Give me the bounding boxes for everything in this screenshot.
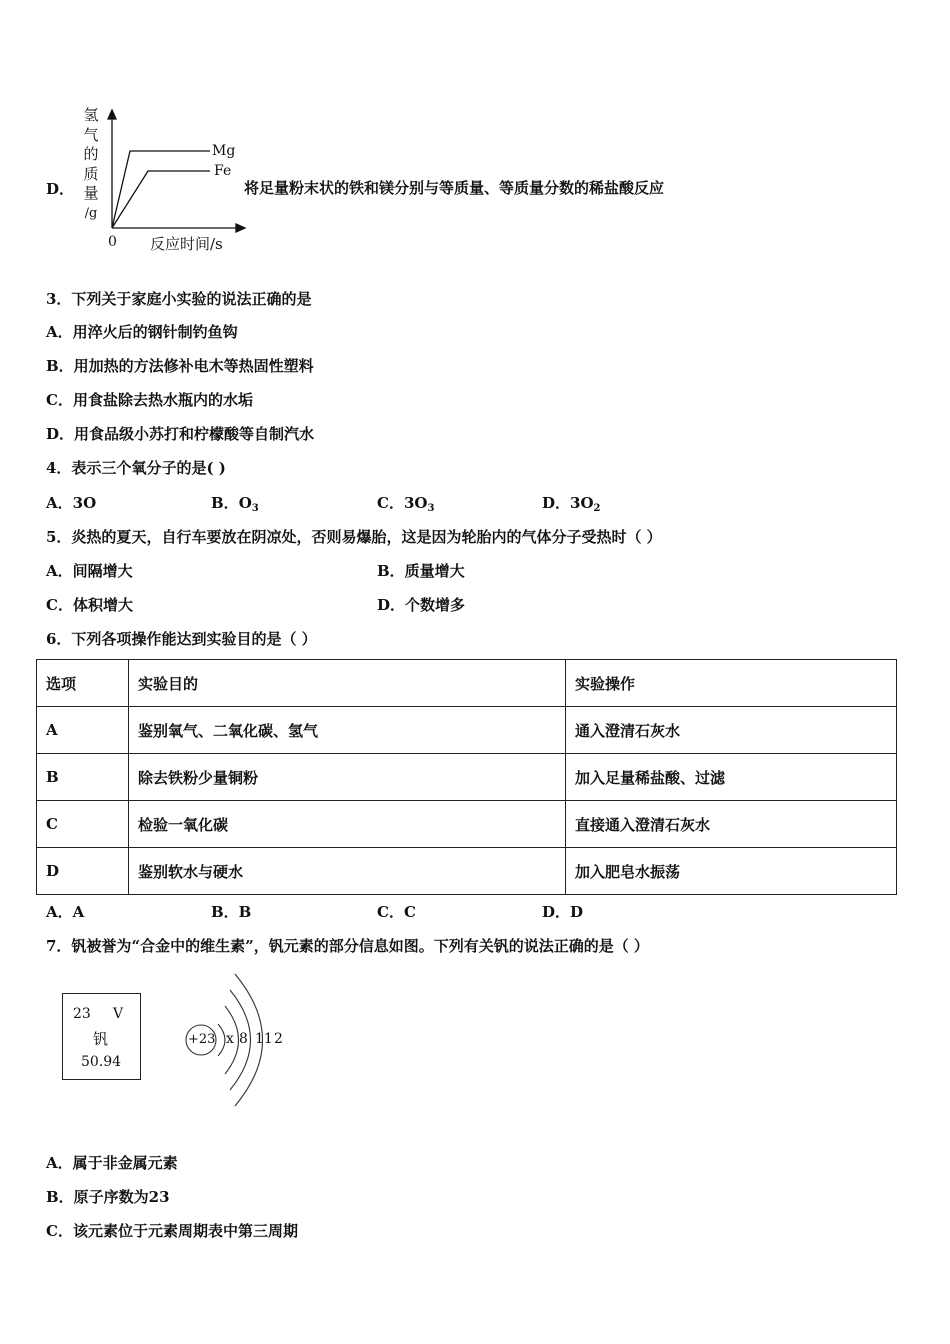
q6-answer-a[interactable]: A．A [46,903,85,921]
q4-stem: 4．表示三个氧分子的是( ) [46,459,226,477]
q3-option-d[interactable]: D．用食品级小苏打和柠檬酸等自制汽水 [46,425,315,443]
formula-subscript: 2 [593,503,601,514]
element-number: 23 [73,1006,91,1022]
table-header-cell: 实验操作 [566,660,897,707]
table-header-cell: 选项 [37,660,129,707]
table-row [37,801,897,848]
y-axis-label [81,106,101,223]
q7-stem: 7．钒被誉为“合金中的维生素”，钒元素的部分信息如图。下列有关钒的说法正确的是（ ） [46,937,649,955]
element-name: 钒 [93,1030,109,1048]
option-label: B． [211,494,239,512]
shell-electrons: 8 [239,1031,248,1047]
formula-subscript: 3 [427,503,435,514]
q6-answer-b[interactable]: B．B [211,903,252,921]
table-cell: 除去铁粉少量铜粉 [129,754,566,801]
q7-option-b[interactable]: B．原子序数为23 [46,1188,170,1206]
q3-option-c[interactable]: C．用食盐除去热水瓶内的水垢 [46,391,253,409]
q4-option-d[interactable] [542,492,601,514]
experiment-table [36,659,897,895]
graph-option-label: D． [46,180,75,198]
table-cell: 检验一氧化碳 [129,801,566,848]
q3-option-b[interactable]: B．用加热的方法修补电木等热固性塑料 [46,357,314,375]
table-cell: A [37,707,129,754]
table-cell: 直接通入澄清石灰水 [566,801,897,848]
q5-option-d[interactable]: D．个数增多 [377,596,466,614]
shell-electrons: 11 [255,1031,273,1047]
table-cell: 鉴别氧气、二氧化碳、氢气 [129,707,566,754]
formula: 3O [72,494,97,512]
y-axis-char: 氢 [83,106,99,124]
graph-option-description: 将足量粉末状的铁和镁分别与等质量、等质量分数的稀盐酸反应 [244,179,665,197]
y-axis-char: 的 [83,145,99,163]
shell-electrons: x [226,1031,234,1047]
table-cell: B [37,754,129,801]
q6-stem: 6．下列各项操作能达到实验目的是（ ） [46,630,317,648]
option-label: C． [377,494,404,512]
nucleus-charge: +23 [188,1032,216,1047]
table-cell: 通入澄清石灰水 [566,707,897,754]
q4-option-a[interactable] [46,492,96,514]
y-axis-char: 质 [83,164,99,183]
mg-curve [112,151,210,228]
q5-option-c[interactable]: C．体积增大 [46,596,133,614]
table-header-row [37,660,897,707]
q3-stem: 3．下列关于家庭小实验的说法正确的是 [46,290,312,308]
y-axis-char: 量 [83,184,99,202]
element-mass: 50.94 [81,1054,122,1070]
formula-subscript: 3 [251,503,259,514]
series-label-mg: Mg [212,143,236,159]
q3-option-a[interactable]: A．用淬火后的钢针制钓鱼钩 [46,323,238,341]
q7-option-c[interactable]: C．该元素位于元素周期表中第三周期 [46,1222,298,1240]
element-symbol: V [113,1006,124,1022]
q5-stem: 5．炎热的夏天，自行车要放在阴凉处，否则易爆胎，这是因为轮胎内的气体分子受热时（ ） [46,528,662,546]
table-cell: C [37,801,129,848]
option-label: A． [46,494,73,512]
table-row [37,848,897,895]
table-cell: 加入足量稀盐酸、过滤 [566,754,897,801]
q4-option-b[interactable] [211,492,259,514]
shell-electrons: 2 [274,1031,283,1047]
table-row [37,754,897,801]
formula: 3O [403,494,428,512]
q7-option-a[interactable]: A．属于非金属元素 [46,1154,178,1172]
y-axis-char: 气 [83,125,99,144]
table-cell: D [37,848,129,895]
option-label: D． [542,494,571,512]
table-cell: 鉴别软水与硬水 [129,848,566,895]
q6-answer-c[interactable]: C．C [377,903,416,921]
q4-option-c[interactable] [377,492,434,514]
table-row [37,707,897,754]
table-header-cell: 实验目的 [129,660,566,707]
formula: O [238,494,252,512]
series-label-fe: Fe [214,163,232,179]
x-axis-arrow [236,224,245,232]
x-axis-label: 反应时间/s [150,235,223,253]
y-axis-char: /g [84,205,98,221]
q5-option-b[interactable]: B．质量增大 [377,562,465,580]
y-axis-arrow [108,110,116,119]
table-cell: 加入肥皂水振荡 [566,848,897,895]
origin-label: 0 [108,234,117,250]
q6-answer-d[interactable]: D．D [542,903,584,921]
q5-option-a[interactable]: A．间隔增大 [46,562,133,580]
element-card [62,993,141,1080]
electron-shell [218,1024,225,1056]
fe-curve [112,171,210,228]
formula: 3O [570,494,594,512]
